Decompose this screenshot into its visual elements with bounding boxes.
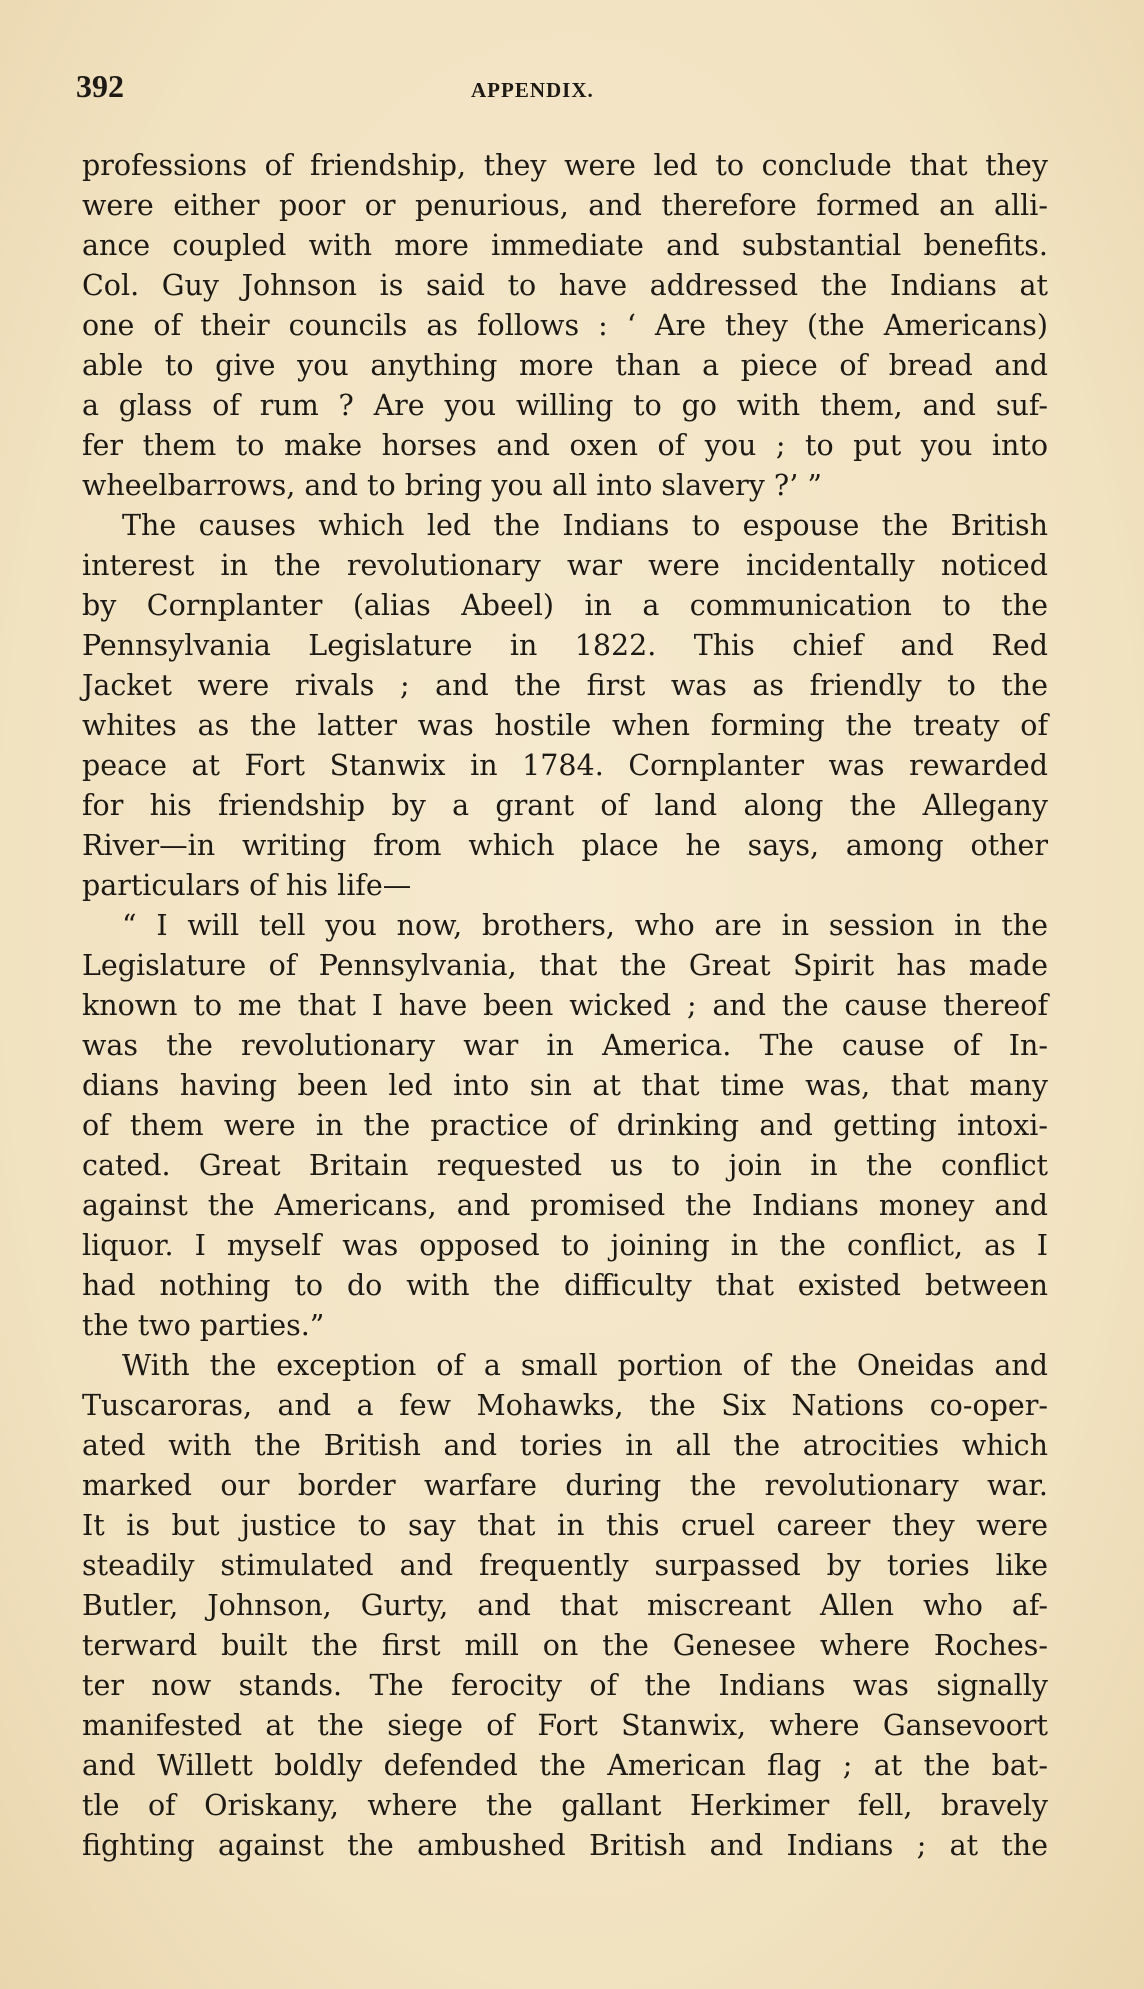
text-line: was the revolutionary war in America. The cause of In-: [82, 1029, 1048, 1062]
text-line: fighting against the ambushed British and Indians ; at the: [82, 1829, 1048, 1862]
text-line: were either poor or penurious, and therefore formed an alli-: [82, 189, 1048, 222]
text-line: tle of Oriskany, where the gallant Herkimer fell, bravely: [82, 1789, 1048, 1822]
text-line: particulars of his life—: [82, 869, 412, 902]
text-line: ter now stands. The ferocity of the Indians was signally: [82, 1669, 1048, 1702]
text-line: marked our border warfare during the revolutionary war.: [82, 1469, 1048, 1502]
text-line: dians having been led into sin at that time was, that many: [82, 1069, 1048, 1102]
text-line: Pennsylvania Legislature in 1822. This chief and Red: [82, 629, 1048, 662]
text-line: terward built the first mill on the Genesee where Roches-: [82, 1629, 1048, 1662]
text-line: manifested at the siege of Fort Stanwix, where Gansevoort: [82, 1709, 1048, 1742]
text-line: liquor. I myself was opposed to joining in the conflict, as I: [82, 1229, 1048, 1262]
text-line: Tuscaroras, and a few Mohawks, the Six Nations co-oper-: [82, 1389, 1048, 1422]
text-line: Legislature of Pennsylvania, that the Great Spirit has made: [82, 949, 1048, 982]
text-line: a glass of rum ? Are you willing to go with them, and suf-: [82, 389, 1048, 422]
text-line: Col. Guy Johnson is said to have addressed the Indians at: [82, 269, 1048, 302]
text-line: wheelbarrows, and to bring you all into slavery ?’ ”: [82, 469, 822, 502]
text-line: interest in the revolutionary war were incidentally noticed: [82, 549, 1048, 582]
text-line: With the exception of a small portion of the Oneidas and: [122, 1349, 1048, 1382]
text-line: steadily stimulated and frequently surpassed by tories like: [82, 1549, 1048, 1582]
text-line: known to me that I have been wicked ; and the cause thereof: [82, 989, 1048, 1022]
text-line: one of their councils as follows : ‘ Are they (the Americans): [82, 309, 1048, 342]
page-header: [76, 68, 1036, 118]
text-line: It is but justice to say that in this cruel career they were: [82, 1509, 1048, 1542]
text-line: whites as the latter was hostile when forming the treaty of: [82, 709, 1048, 742]
running-head: APPENDIX.: [471, 78, 594, 102]
text-line: by Cornplanter (alias Abeel) in a communication to the: [82, 589, 1048, 622]
body-text: [82, 146, 1048, 1866]
text-line: against the Americans, and promised the Indians money and: [82, 1189, 1048, 1222]
text-line: professions of friendship, they were led to conclude that they: [82, 149, 1048, 182]
text-line: able to give you anything more than a piece of bread and: [82, 349, 1048, 382]
text-line: The causes which led the Indians to espouse the British: [122, 509, 1048, 542]
text-line: fer them to make horses and oxen of you ; to put you into: [82, 429, 1048, 462]
text-line: had nothing to do with the difficulty that existed between: [82, 1269, 1048, 1302]
text-line: ated with the British and tories in all the atrocities which: [82, 1429, 1048, 1462]
text-line: ance coupled with more immediate and substantial benefits.: [82, 229, 1048, 262]
text-line: River—in writing from which place he says, among other: [82, 829, 1048, 862]
text-line: “ I will tell you now, brothers, who are in session in the: [122, 909, 1048, 942]
text-line: the two parties.”: [82, 1309, 325, 1342]
text-line: Butler, Johnson, Gurty, and that miscreant Allen who af-: [82, 1589, 1048, 1622]
page-number: 392: [76, 68, 124, 104]
text-line: and Willett boldly defended the American flag ; at the bat-: [82, 1749, 1048, 1782]
text-line: for his friendship by a grant of land along the Allegany: [82, 789, 1048, 822]
text-line: of them were in the practice of drinking and getting intoxi-: [82, 1109, 1048, 1142]
text-line: peace at Fort Stanwix in 1784. Cornplanter was rewarded: [82, 749, 1048, 782]
text-line: Jacket were rivals ; and the first was as friendly to the: [82, 669, 1048, 702]
text-line: cated. Great Britain requested us to join in the conflict: [82, 1149, 1048, 1182]
